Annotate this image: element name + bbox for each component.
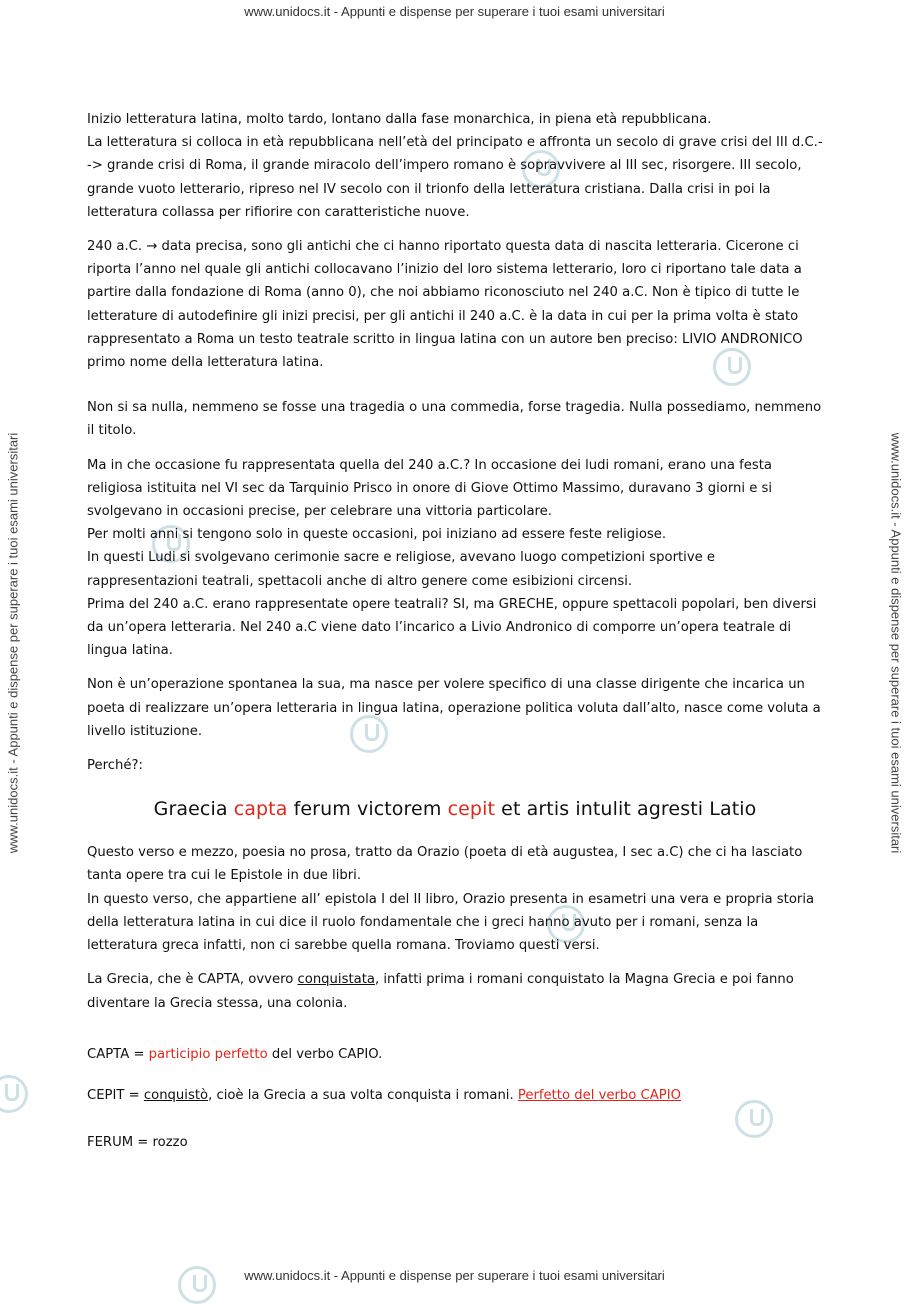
definition-capta — [87, 1043, 823, 1066]
paragraph-operazione: Non è un’operazione spontanea la sua, ma nasce per volere specifico di una classe dirigente che incarica un poeta di realizzare un’opera letteraria in lingua latina, operazione politica voluta dall’alto, nasce come voluta a livello istituzione. — [87, 677, 821, 739]
watermark-left: www.unidocs.it - Appunti e dispense per superare i tuoi esami universitari — [5, 432, 21, 854]
watermark-bottom: www.unidocs.it - Appunti e dispense per superare i tuoi esami universitari — [244, 1268, 665, 1283]
text-run: , infatti prima i romani conquistato la Magna Grecia e poi fanno diventare la Grecia stessa, una colonia. — [87, 972, 794, 1011]
quote-cepit: cepit — [447, 798, 496, 821]
quote-text: Graecia — [153, 798, 234, 821]
quote-capta: capta — [233, 798, 288, 821]
text-line: Inizio letteratura latina, molto tardo, lontano dalla fase monarchica, in piena età repubblicana. — [87, 112, 712, 127]
unidocs-logo-icon — [178, 1266, 216, 1304]
paragraph-nulla: Non si sa nulla, nemmeno se fosse una tragedia o una commedia, forse tragedia. Nulla possediamo, nemmeno il titolo. — [87, 400, 822, 439]
paragraph-orazio — [87, 841, 823, 957]
def-highlight: participio perfetto — [148, 1046, 268, 1062]
latin-quote — [87, 795, 823, 823]
text-line: Prima del 240 a.C. erano rappresentate opere teatrali? SI, ma GRECHE, oppure spettacoli popolari, ben diversi da un’opera letteraria. Nel 240 a.C viene dato l’incarico a Livio Andronico di comporre un’opera teatrale di lingua latina. — [87, 596, 817, 659]
text-line: In questo verso, che appartiene all’ epistola I del II libro, Orazio presenta in esametri una vera e propria storia della letteratura latina in cui dice il ruolo fondamentale che i greci hanno avuto per i romani, senza la letteratura greca infatti, non ci sarebbe quella romana. Troviamo questi versi. — [87, 891, 815, 954]
def-term: CAPTA = — [87, 1046, 149, 1062]
text-line: Questo verso e mezzo, poesia no prosa, tratto da Orazio (poeta di età augustea, I sec a.C) che ci ha lasciato tanta opere tra cui le Epistole in due libri. — [87, 845, 803, 884]
paragraph-intro — [87, 108, 823, 224]
text-line: Ma in che occasione fu rappresentata quella del 240 a.C.? In occasione dei ludi romani, erano una festa religiosa istituita nel VI sec da Tarquinio Prisco in onore di Giove Ottimo Massimo, duravano 3 giorni e si svolgevano in occasioni precise, per celebrare una vittoria particolare. — [87, 457, 773, 520]
paragraph-240-ac: 240 a.C. → data precisa, sono gli antichi che ci hanno riportato questa data di nascita letteraria. Cicerone ci riporta l’anno nel quale gli antichi collocavano l’inizio del loro sistema letterario, loro ci riportano tale data a partire dalla fondazione di Roma (anno 0), che noi abbiamo riconosciuto nel 240 a.C. Non è tipico di tutte le letterature di autodefinire gli inizi precisi, per gli antichi il 240 a.C. è la data in cui per la prima volta è stato rappresentato a Roma un testo teatrale scritto in lingua latina con un autore ben preciso: LIVIO ANDRONICO primo nome della letteratura latina. — [87, 239, 803, 371]
def-rest: del verbo CAPIO. — [267, 1046, 383, 1062]
quote-text: ferum victorem — [287, 798, 448, 821]
quote-text: et artis intulit agresti Latio — [495, 798, 757, 821]
paragraph-ludi — [87, 454, 823, 663]
unidocs-logo-icon — [0, 1075, 28, 1113]
watermark-top: www.unidocs.it - Appunti e dispense per superare i tuoi esami universitari — [244, 4, 665, 19]
document-body — [87, 108, 823, 1172]
definition-cepit — [87, 1084, 823, 1107]
text-line: La letteratura si colloca in età repubblicana nell’età del principato e affronta un secolo di grave crisi del III d.C.--> grande crisi di Roma, il grande miracolo dell’impero romano è sopravvivere al III sec, risorgere. III secolo, grande vuoto letterario, ripreso nel IV secolo con il trionfo della letteratura cristiana. Dalla crisi in poi la letteratura collassa per rifiorire con caratteristiche nuove. — [87, 135, 823, 220]
paragraph-grecia — [87, 968, 823, 1014]
text-run: La Grecia, che è — [87, 972, 198, 988]
definition-ferum: FERUM = rozzo — [87, 1135, 188, 1151]
watermark-right: www.unidocs.it - Appunti e dispense per superare i tuoi esami universitari — [888, 432, 904, 854]
def-underlined: conquistò — [143, 1087, 209, 1103]
text-line: In questi Ludi si svolgevano cerimonie sacre e religiose, avevano luogo competizioni sportive e rappresentazioni teatrali, spettacoli anche di altro genere come esibizioni circensi. — [87, 550, 716, 589]
def-rest: , cioè la Grecia a sua volta conquista i romani. — [208, 1087, 518, 1103]
text-run-capta: CAPTA — [197, 972, 240, 988]
text-run: , ovvero — [239, 972, 298, 988]
text-run-conquistata: conquistata — [297, 972, 375, 988]
def-highlight: Perfetto del verbo CAPIO — [517, 1087, 681, 1103]
paragraph-perche: Perché?: — [87, 758, 143, 774]
def-term: CEPIT = — [87, 1087, 144, 1103]
text-line: Per molti anni si tengono solo in queste occasioni, poi iniziano ad essere feste religiose. — [87, 527, 667, 543]
